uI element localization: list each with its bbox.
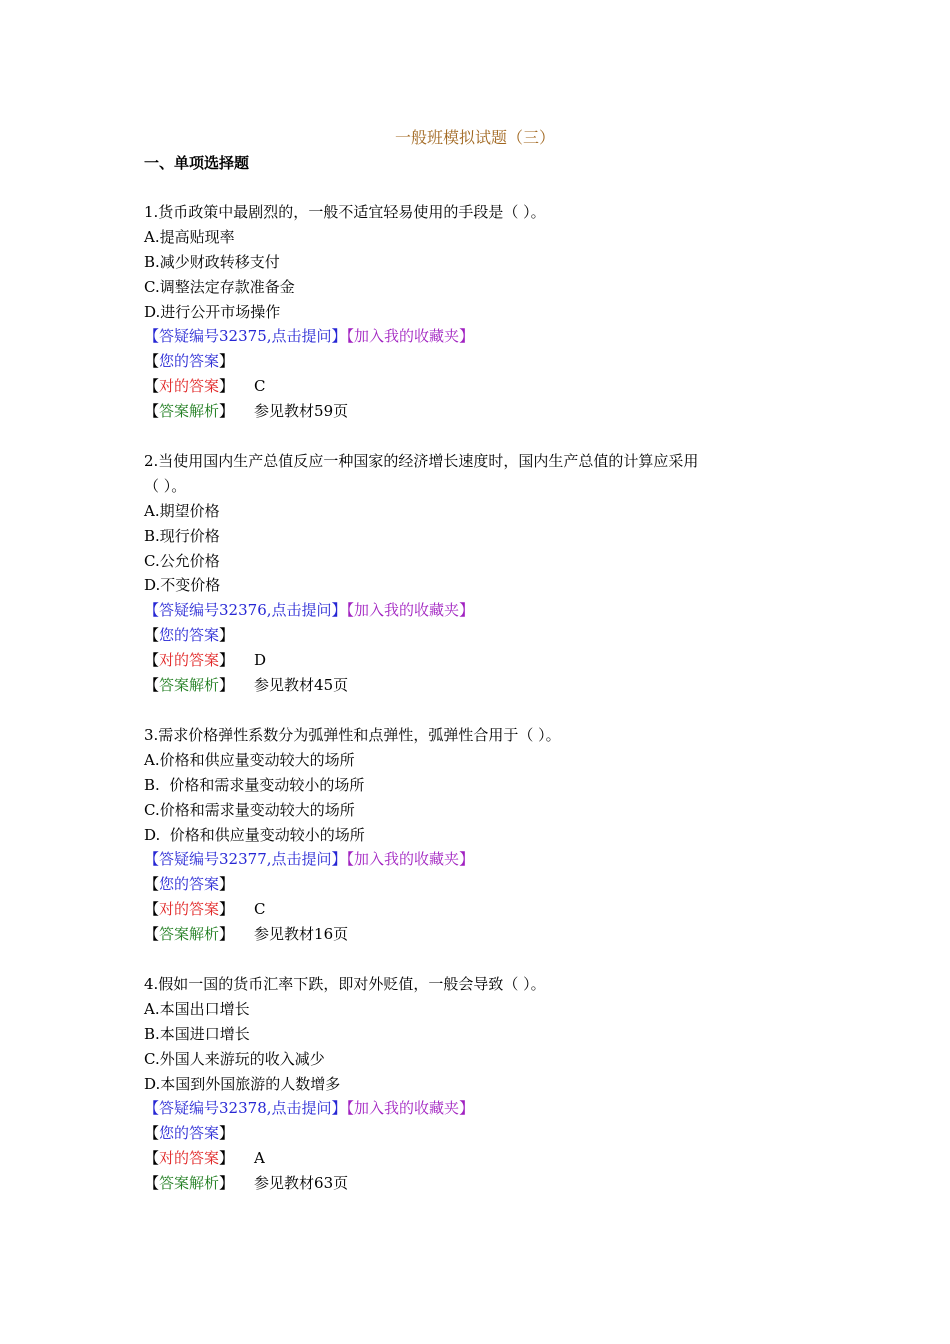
your-answer-row: 【您的答案】 <box>144 352 235 371</box>
question-4 <box>144 972 784 1196</box>
question-stem: 4.假如一国的货币汇率下跌，即对外贬值，一般会导致（ ）。 <box>144 975 546 993</box>
add-favorite-link[interactable]: 【加入我的收藏夹】 <box>346 850 475 869</box>
your-answer-label: 您的答案 <box>159 626 220 645</box>
analysis-label: 答案解析 <box>159 925 220 944</box>
add-favorite-link[interactable]: 【加入我的收藏夹】 <box>346 601 475 620</box>
correct-answer-value: C <box>254 900 266 919</box>
option-b: B. 价格和需求量变动较小的场所 <box>144 775 365 794</box>
option-d: D.本国到外国旅游的人数增多 <box>144 1074 341 1093</box>
option-b: B.本国进口增长 <box>144 1024 250 1043</box>
correct-answer-row: 【对的答案】 C <box>144 377 266 396</box>
correct-answer-value: A <box>254 1149 265 1168</box>
analysis-label: 答案解析 <box>159 676 220 695</box>
your-answer-row: 【您的答案】 <box>144 1124 235 1143</box>
question-stem: 2.当使用国内生产总值反应一种国家的经济增长速度时，国内生产总值的计算应采用 <box>144 452 699 470</box>
analysis-value: 参见教材16页 <box>254 925 349 944</box>
option-d: D.进行公开市场操作 <box>144 302 281 321</box>
analysis-row: 【答案解析】 参见教材63页 <box>144 1174 349 1193</box>
correct-answer-label: 对的答案 <box>159 651 220 670</box>
question-stem: 3.需求价格弹性系数分为弧弹性和点弹性，弧弹性合用于（ ）。 <box>144 726 561 744</box>
analysis-label: 答案解析 <box>159 402 220 421</box>
your-answer-label: 您的答案 <box>159 352 220 371</box>
question-stem: 1.货币政策中最剧烈的，一般不适宜轻易使用的手段是（ ）。 <box>144 203 546 221</box>
correct-answer-label: 对的答案 <box>159 377 220 396</box>
correct-answer-value: D <box>254 651 267 670</box>
option-a: A.价格和供应量变动较大的场所 <box>144 750 355 769</box>
analysis-value: 参见教材59页 <box>254 402 349 421</box>
option-d: D. 价格和供应量变动较小的场所 <box>144 825 365 844</box>
question-3 <box>144 723 784 947</box>
page-title: 一般班模拟试题（三） <box>394 128 555 147</box>
option-d: D.不变价格 <box>144 576 221 595</box>
ask-question-link[interactable]: 【答疑编号32375,点击提问】 <box>144 327 347 346</box>
question-2 <box>144 449 784 698</box>
action-row <box>144 1096 784 1121</box>
option-a: A.本国出口增长 <box>144 999 250 1018</box>
option-c: C.公允价格 <box>144 551 220 570</box>
add-favorite-link[interactable]: 【加入我的收藏夹】 <box>346 1099 475 1118</box>
analysis-row: 【答案解析】 参见教材59页 <box>144 402 349 421</box>
add-favorite-link[interactable]: 【加入我的收藏夹】 <box>346 327 475 346</box>
action-row <box>144 847 784 872</box>
option-c: C.调整法定存款准备金 <box>144 277 295 296</box>
your-answer-label: 您的答案 <box>159 1124 220 1143</box>
your-answer-row: 【您的答案】 <box>144 875 235 894</box>
correct-answer-label: 对的答案 <box>159 900 220 919</box>
option-c: C.外国人来游玩的收入减少 <box>144 1049 325 1068</box>
correct-answer-row: 【对的答案】 D <box>144 651 267 670</box>
analysis-value: 参见教材63页 <box>254 1174 349 1193</box>
correct-answer-label: 对的答案 <box>159 1149 220 1168</box>
analysis-label: 答案解析 <box>159 1174 220 1193</box>
analysis-value: 参见教材45页 <box>254 676 349 695</box>
your-answer-row: 【您的答案】 <box>144 626 235 645</box>
your-answer-label: 您的答案 <box>159 875 220 894</box>
action-row <box>144 598 784 623</box>
option-b: B.减少财政转移支付 <box>144 252 280 271</box>
correct-answer-value: C <box>254 377 266 396</box>
question-stem-continued: （ ）。 <box>144 476 187 495</box>
option-a: A.提高贴现率 <box>144 227 235 246</box>
section-heading: 一、单项选择题 <box>144 154 250 172</box>
analysis-row: 【答案解析】 参见教材45页 <box>144 676 349 695</box>
correct-answer-row: 【对的答案】 A <box>144 1149 265 1168</box>
option-b: B.现行价格 <box>144 526 220 545</box>
option-a: A.期望价格 <box>144 501 220 520</box>
ask-question-link[interactable]: 【答疑编号32377,点击提问】 <box>144 850 347 869</box>
ask-question-link[interactable]: 【答疑编号32378,点击提问】 <box>144 1099 347 1118</box>
correct-answer-row: 【对的答案】 C <box>144 900 266 919</box>
option-c: C.价格和需求量变动较大的场所 <box>144 800 355 819</box>
analysis-row: 【答案解析】 参见教材16页 <box>144 925 349 944</box>
ask-question-link[interactable]: 【答疑编号32376,点击提问】 <box>144 601 347 620</box>
question-1 <box>144 200 784 424</box>
action-row <box>144 324 784 349</box>
